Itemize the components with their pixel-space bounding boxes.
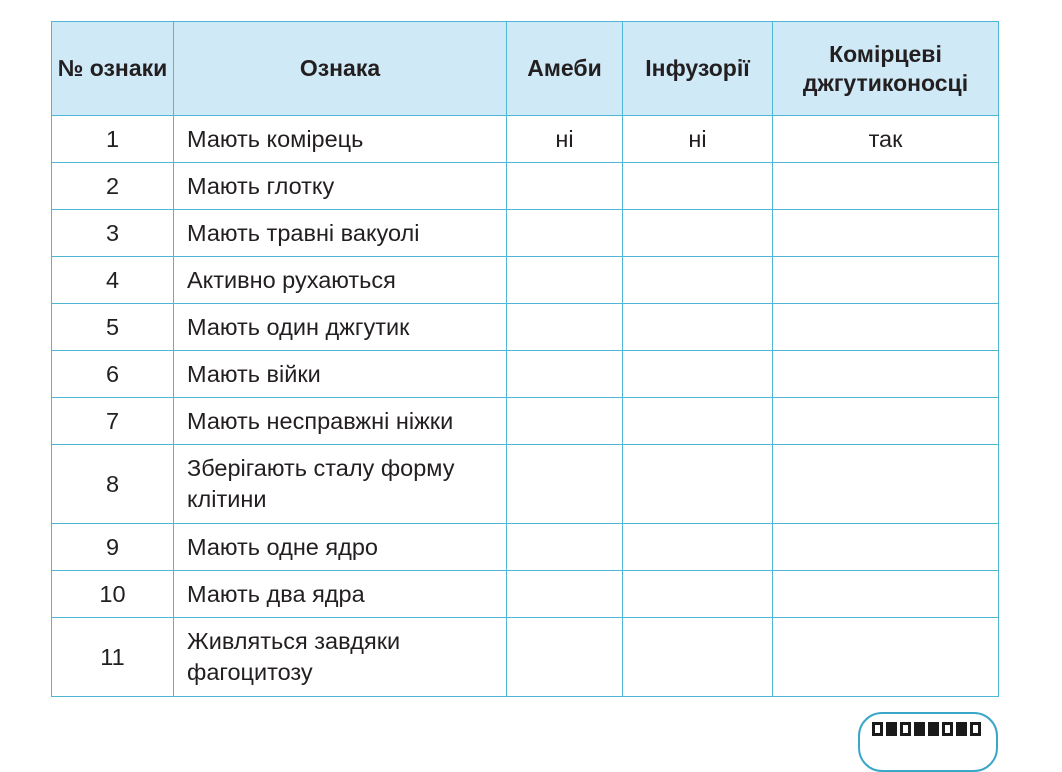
row-number: 11 — [52, 618, 174, 697]
cell-choanoflagellates[interactable] — [773, 524, 999, 571]
cell-ciliates[interactable] — [623, 163, 773, 210]
header-number: № ознаки — [52, 22, 174, 116]
cell-ciliates: ні — [623, 116, 773, 163]
cell-amoebas[interactable] — [507, 210, 623, 257]
row-feature: Живляться завдяки фагоцитозу — [174, 618, 507, 697]
qr-code-pattern — [872, 722, 988, 748]
row-number: 10 — [52, 571, 174, 618]
table-header-row — [52, 22, 999, 116]
row-feature: Мають несправжні ніжки — [174, 398, 507, 445]
row-number: 1 — [52, 116, 174, 163]
table-row — [52, 163, 999, 210]
cell-amoebas: ні — [507, 116, 623, 163]
row-number: 6 — [52, 351, 174, 398]
row-feature: Мають комірець — [174, 116, 507, 163]
cell-ciliates[interactable] — [623, 571, 773, 618]
row-feature: Мають один джгутик — [174, 304, 507, 351]
row-feature: Мають війки — [174, 351, 507, 398]
row-number: 7 — [52, 398, 174, 445]
cell-choanoflagellates[interactable] — [773, 210, 999, 257]
cell-choanoflagellates[interactable] — [773, 571, 999, 618]
row-feature: Мають одне ядро — [174, 524, 507, 571]
cell-choanoflagellates: так — [773, 116, 999, 163]
cell-choanoflagellates[interactable] — [773, 257, 999, 304]
header-feature: Ознака — [174, 22, 507, 116]
cell-choanoflagellates[interactable] — [773, 163, 999, 210]
table-row — [52, 445, 999, 524]
row-feature: Мають травні вакуолі — [174, 210, 507, 257]
cell-choanoflagellates[interactable] — [773, 445, 999, 524]
cell-amoebas[interactable] — [507, 524, 623, 571]
row-feature: Активно рухаються — [174, 257, 507, 304]
table-row — [52, 618, 999, 697]
cell-choanoflagellates[interactable] — [773, 398, 999, 445]
cell-amoebas[interactable] — [507, 618, 623, 697]
table-row — [52, 524, 999, 571]
row-number: 2 — [52, 163, 174, 210]
cell-ciliates[interactable] — [623, 351, 773, 398]
row-feature: Мають два ядра — [174, 571, 507, 618]
cell-amoebas[interactable] — [507, 163, 623, 210]
table-row — [52, 116, 999, 163]
cell-amoebas[interactable] — [507, 398, 623, 445]
row-feature: Мають глотку — [174, 163, 507, 210]
row-number: 5 — [52, 304, 174, 351]
cell-amoebas[interactable] — [507, 571, 623, 618]
cell-ciliates[interactable] — [623, 257, 773, 304]
row-number: 4 — [52, 257, 174, 304]
table-row — [52, 304, 999, 351]
table-row — [52, 351, 999, 398]
table-row — [52, 210, 999, 257]
cell-ciliates[interactable] — [623, 210, 773, 257]
cell-amoebas[interactable] — [507, 257, 623, 304]
cell-choanoflagellates[interactable] — [773, 618, 999, 697]
cell-choanoflagellates[interactable] — [773, 304, 999, 351]
table-row — [52, 398, 999, 445]
protist-features-table — [51, 21, 999, 697]
cell-ciliates[interactable] — [623, 304, 773, 351]
table-row — [52, 571, 999, 618]
row-number: 3 — [52, 210, 174, 257]
cell-amoebas[interactable] — [507, 351, 623, 398]
cell-ciliates[interactable] — [623, 445, 773, 524]
header-ciliates: Інфузорії — [623, 22, 773, 116]
header-amoebas: Амеби — [507, 22, 623, 116]
row-feature: Зберігають сталу форму клітини — [174, 445, 507, 524]
table-row — [52, 257, 999, 304]
header-choanoflagellates: Комірцеві джгутиконосці — [773, 22, 999, 116]
cell-ciliates[interactable] — [623, 618, 773, 697]
row-number: 8 — [52, 445, 174, 524]
row-number: 9 — [52, 524, 174, 571]
cell-amoebas[interactable] — [507, 304, 623, 351]
cell-ciliates[interactable] — [623, 398, 773, 445]
qr-code-icon[interactable] — [858, 712, 998, 772]
comparison-table-container — [51, 21, 999, 697]
cell-ciliates[interactable] — [623, 524, 773, 571]
cell-choanoflagellates[interactable] — [773, 351, 999, 398]
cell-amoebas[interactable] — [507, 445, 623, 524]
